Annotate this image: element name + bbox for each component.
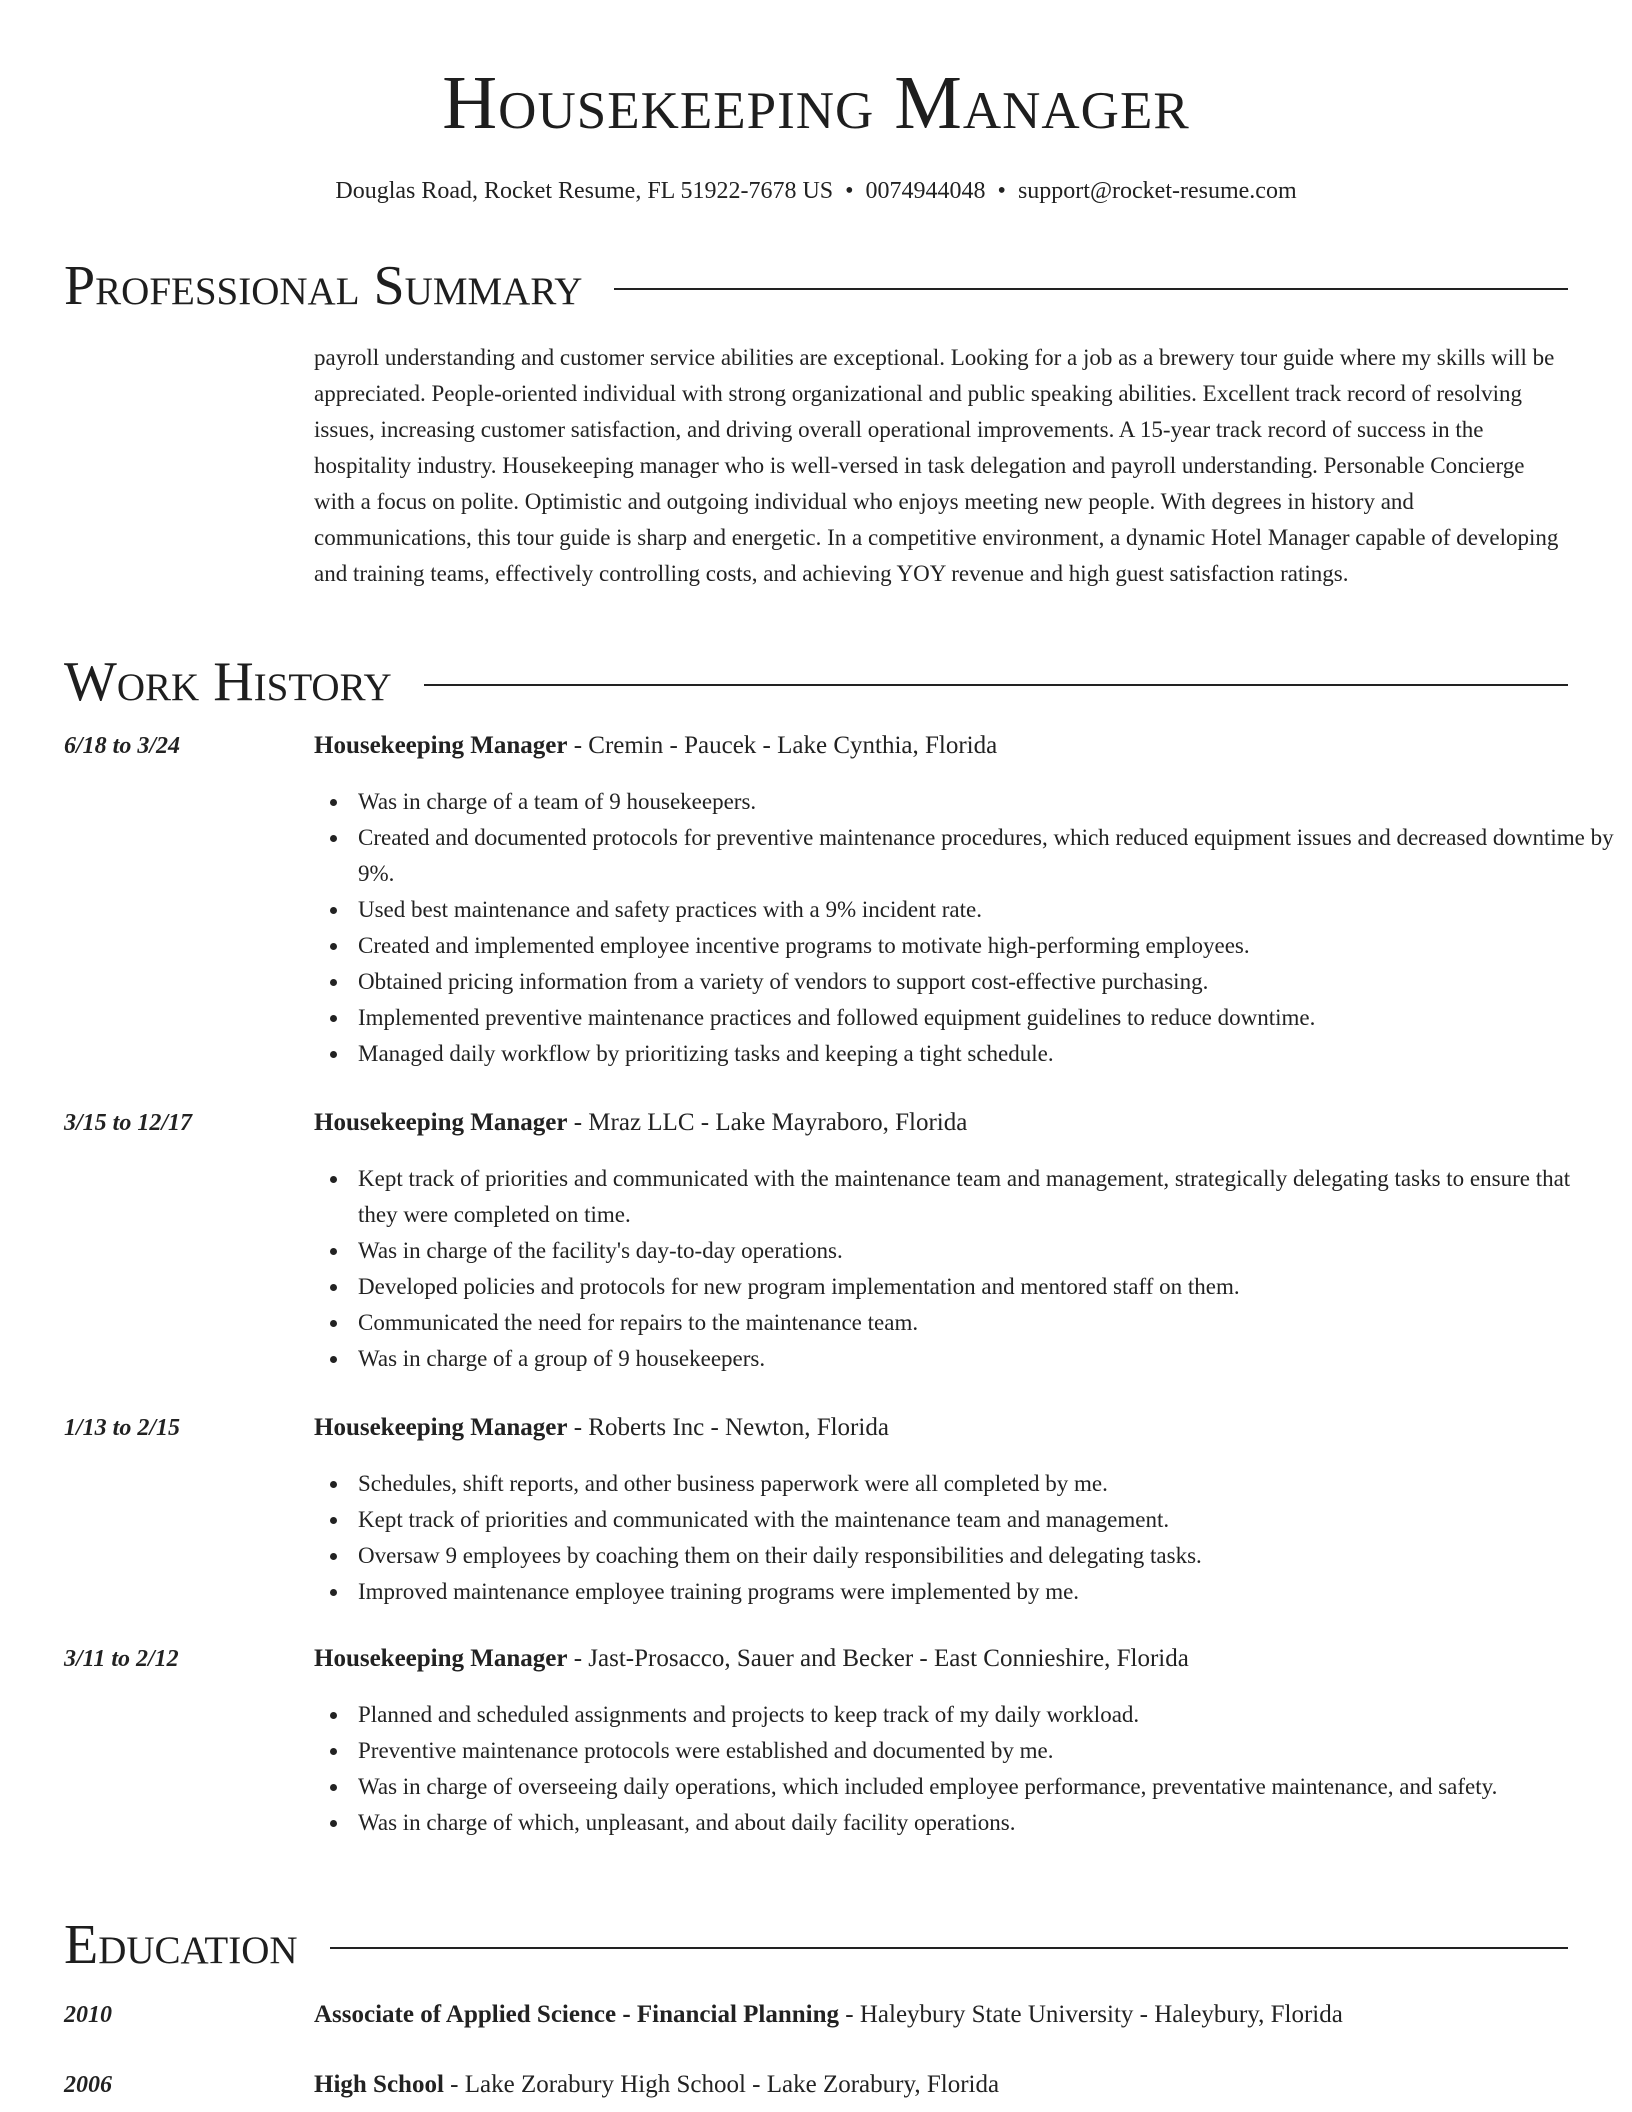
list-item: Schedules, shift reports, and other business paperwork were all completed by me.: [358, 1466, 1614, 1502]
list-item: Managed daily workflow by prioritizing tasks and keeping a tight schedule.: [358, 1036, 1614, 1072]
list-item: Preventive maintenance protocols were established and documented by me.: [358, 1733, 1614, 1769]
job-company: - Cremin - Paucek - Lake Cynthia, Florida: [567, 732, 998, 759]
job-bullets: [314, 1161, 1614, 1377]
education-school: - Lake Zorabury High School - Lake Zorabury, Florida: [443, 2071, 1000, 2098]
contact-phone: 0074944048: [865, 178, 986, 204]
list-item: Was in charge of the facility's day-to-day operations.: [358, 1233, 1614, 1269]
education-date: 2006: [64, 2072, 112, 2098]
resume-name: Housekeeping Manager: [442, 61, 1190, 145]
job-company: - Roberts Inc - Newton, Florida: [567, 1414, 889, 1441]
summary-section-header: [64, 256, 1568, 316]
job-role: Housekeeping Manager: [314, 1414, 568, 1441]
list-item: Was in charge of overseeing daily operations, which included employee performance, preventative maintenance, and safety.: [358, 1769, 1614, 1805]
job-company: - Mraz LLC - Lake Mayraboro, Florida: [567, 1109, 968, 1136]
list-item: Kept track of priorities and communicated with the maintenance team and management.: [358, 1502, 1614, 1538]
list-item: Developed policies and protocols for new program implementation and mentored staff on them.: [358, 1269, 1614, 1305]
work-section-title: Work History: [64, 651, 392, 713]
education-degree: High School: [314, 2071, 444, 2098]
list-item: Implemented preventive maintenance practices and followed equipment guidelines to reduce downtime.: [358, 1000, 1614, 1036]
education-date: 2010: [64, 2002, 112, 2028]
job-title-line: [314, 730, 1570, 762]
education-section-title: Education: [64, 1914, 298, 1976]
contact-line: [0, 176, 1632, 206]
job-date: 3/15 to 12/17: [64, 1110, 193, 1136]
list-item: Improved maintenance employee training programs were implemented by me.: [358, 1574, 1614, 1610]
work-section-header: [64, 652, 1568, 712]
contact-email: support@rocket-resume.com: [1017, 178, 1297, 204]
job-role: Housekeeping Manager: [314, 732, 568, 759]
education-section-header: [64, 1915, 1568, 1975]
list-item: Planned and scheduled assignments and projects to keep track of my daily workload.: [358, 1697, 1614, 1733]
job-title-line: [314, 1107, 1570, 1139]
list-item: Communicated the need for repairs to the maintenance team.: [358, 1305, 1614, 1341]
education-degree: Associate of Applied Science - Financial Planning: [314, 2001, 840, 2028]
job-bullets: [314, 1466, 1614, 1610]
job-date: 6/18 to 3/24: [64, 733, 181, 759]
job-role: Housekeeping Manager: [314, 1645, 568, 1672]
list-item: Was in charge of which, unpleasant, and about daily facility operations.: [358, 1805, 1614, 1841]
list-item: Created and implemented employee incentive programs to motivate high-performing employees.: [358, 928, 1614, 964]
list-item: Obtained pricing information from a variety of vendors to support cost-effective purchasing.: [358, 964, 1614, 1000]
list-item: Was in charge of a group of 9 housekeepers.: [358, 1341, 1614, 1377]
job-bullets: [314, 784, 1614, 1072]
education-school: - Haleybury State University - Haleybury, Florida: [839, 2001, 1343, 2028]
contact-separator: •: [845, 178, 854, 204]
section-divider: [424, 684, 1568, 686]
section-divider: [614, 288, 1568, 290]
education-line: [314, 1999, 1570, 2031]
job-company: - Jast-Prosacco, Sauer and Becker - East Connieshire, Florida: [567, 1645, 1189, 1672]
list-item: Kept track of priorities and communicated with the maintenance team and management, strategically delegating tasks to ensure that they were completed on time.: [358, 1161, 1614, 1233]
section-divider: [330, 1947, 1568, 1949]
list-item: Oversaw 9 employees by coaching them on their daily responsibilities and delegating tasks.: [358, 1538, 1614, 1574]
job-title-line: [314, 1412, 1570, 1444]
job-bullets: [314, 1697, 1614, 1841]
job-role: Housekeeping Manager: [314, 1109, 568, 1136]
education-line: [314, 2069, 1570, 2101]
summary-section-title: Professional Summary: [64, 255, 583, 317]
job-date: 1/13 to 2/15: [64, 1415, 181, 1441]
job-date: 3/11 to 2/12: [64, 1646, 179, 1672]
contact-address: Douglas Road, Rocket Resume, FL 51922-7678 US: [335, 178, 834, 204]
summary-text: payroll understanding and customer service abilities are exceptional. Looking for a job as a brewery tour guide where my skills will be appreciated. People-oriented individual with strong organizational and public speaking abilities. Excellent track record of resolving issues, increasing customer satisfaction, and driving overall operational improvements. A 15-year track record of success in the hospitality industry. Housekeeping manager who is well-versed in task delegation and payroll understanding. Personable Concierge with a focus on polite. Optimistic and outgoing individual who enjoys meeting new people. With degrees in history and communications, this tour guide is sharp and energetic. In a competitive environment, a dynamic Hotel Manager capable of developing and training teams, effectively controlling costs, and achieving YOY revenue and high guest satisfaction ratings.: [314, 345, 1559, 586]
list-item: Was in charge of a team of 9 housekeepers.: [358, 784, 1614, 820]
job-title-line: [314, 1643, 1570, 1675]
list-item: Used best maintenance and safety practices with a 9% incident rate.: [358, 892, 1614, 928]
contact-separator: •: [997, 178, 1006, 204]
list-item: Created and documented protocols for preventive maintenance procedures, which reduced equipment issues and decreased downtime by 9%.: [358, 820, 1614, 892]
